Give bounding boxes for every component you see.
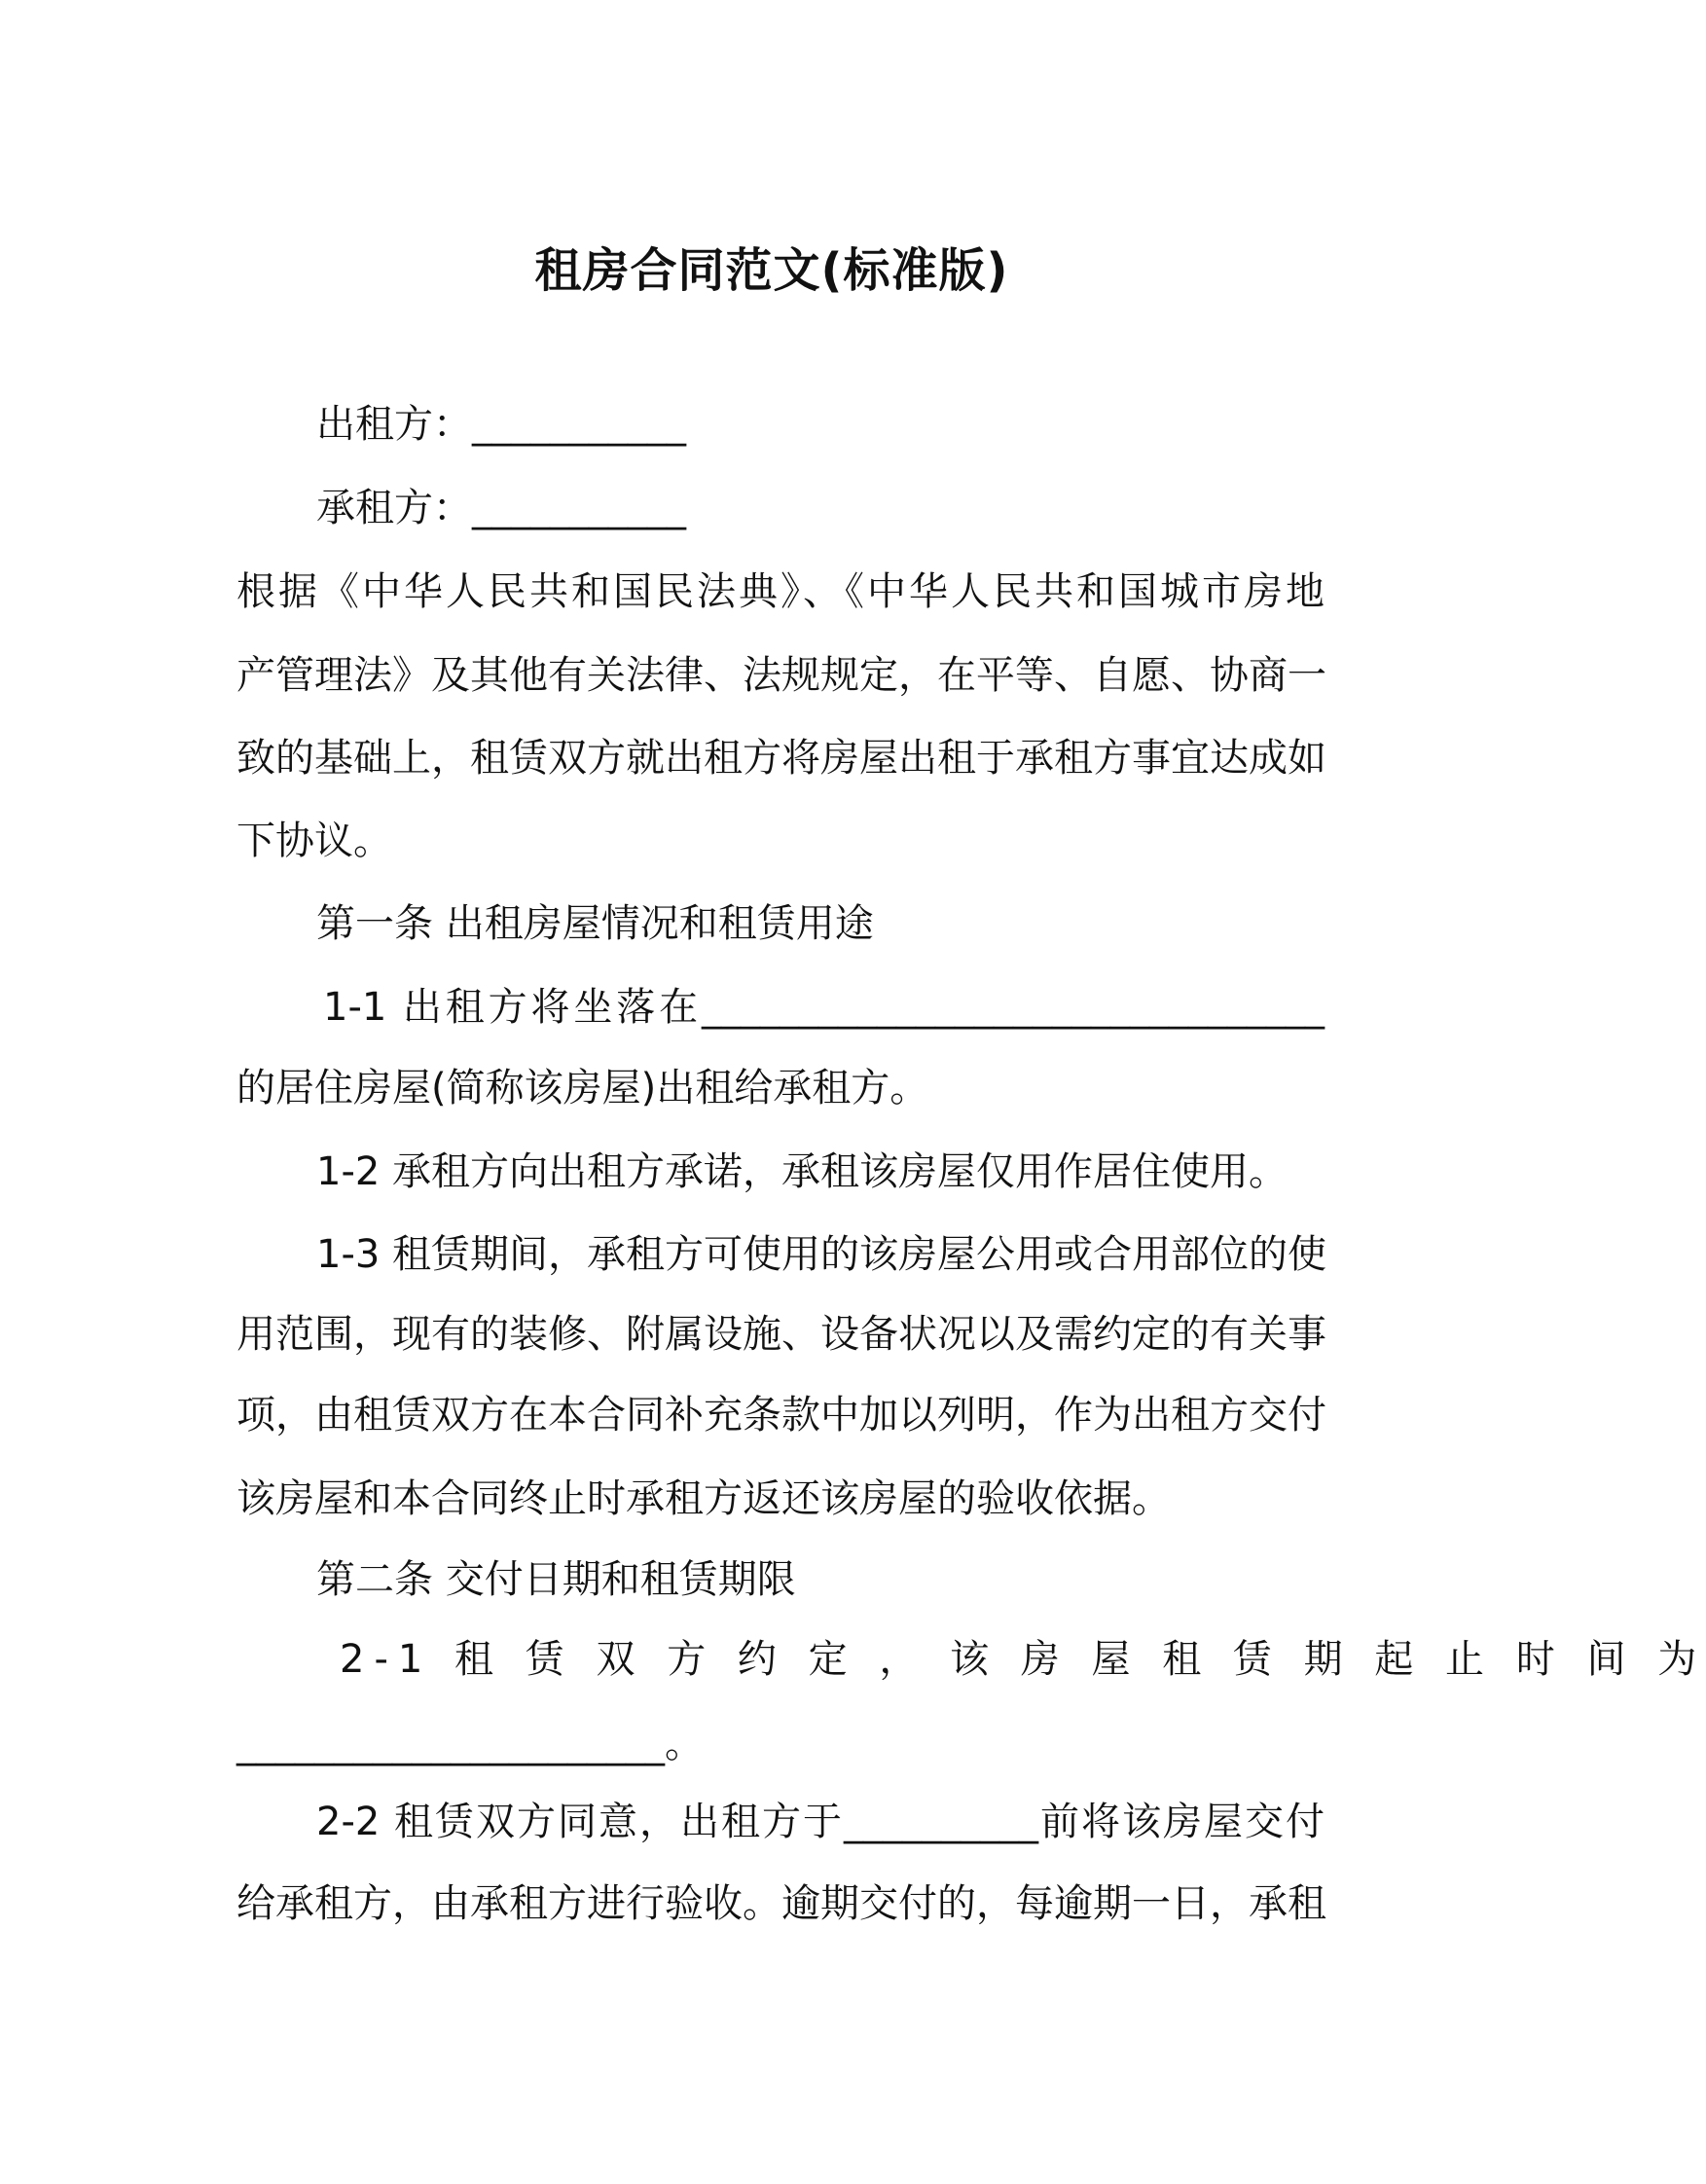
- clause-1-3-line-1: 1-3 租赁期间，承租方可使用的该房屋公用或合用部位的使: [316, 1232, 1327, 1277]
- preamble-line-4: 下协议。: [236, 819, 392, 863]
- clause-1-3-line-2: 用范围，现有的装修、附属设施、设备状况以及需约定的有关事: [236, 1312, 1326, 1357]
- clause-1-3-line-3: 项，由租赁双方在本合同补充条款中加以列明，作为出租方交付: [236, 1393, 1326, 1438]
- document-title: 租房合同范文(标准版): [534, 243, 1009, 299]
- clause-1-1-line-2: 的居住房屋(简称该房屋)出租给承租方。: [236, 1066, 929, 1110]
- clause-2-2-line-2: 给承租方，由承租方进行验收。逾期交付的，每逾期一日，承租: [236, 1881, 1326, 1926]
- lessee-line: 承租方：___________: [316, 486, 686, 530]
- preamble-line-2: 产管理法》及其他有关法律、法规规定，在平等、自愿、协商一: [236, 653, 1326, 698]
- preamble-line-3: 致的基础上，租赁双方就出租方将房屋出租于承租方事宜达成如: [236, 736, 1326, 781]
- clause-1-3-line-4: 该房屋和本合同终止时承租方返还该房屋的验收依据。: [236, 1476, 1171, 1521]
- clause-2-1-line-2: ______________________。: [236, 1722, 704, 1766]
- clause-2-2-line-1: 2-2 租赁双方同意，出租方于__________前将该房屋交付: [316, 1800, 1325, 1844]
- clause-2-1-line-1: 2-1 租 赁 双 方 约 定 ， 该 房 屋 租 赁 期 起 止 时 间 为: [340, 1637, 1706, 1682]
- clause-1-1-line-1: 1-1 出租方将坐落在________________________________: [323, 985, 1325, 1030]
- article-2-heading: 第二条 交付日期和租赁期限: [316, 1557, 796, 1602]
- article-1-heading: 第一条 出租房屋情况和租赁用途: [316, 901, 874, 946]
- lessor-line: 出租方：___________: [316, 402, 686, 447]
- preamble-line-1: 根据《中华人民共和国民法典》、《中华人民共和国城市房地: [236, 569, 1325, 614]
- clause-1-2: 1-2 承租方向出租方承诺，承租该房屋仅用作居住使用。: [316, 1149, 1289, 1194]
